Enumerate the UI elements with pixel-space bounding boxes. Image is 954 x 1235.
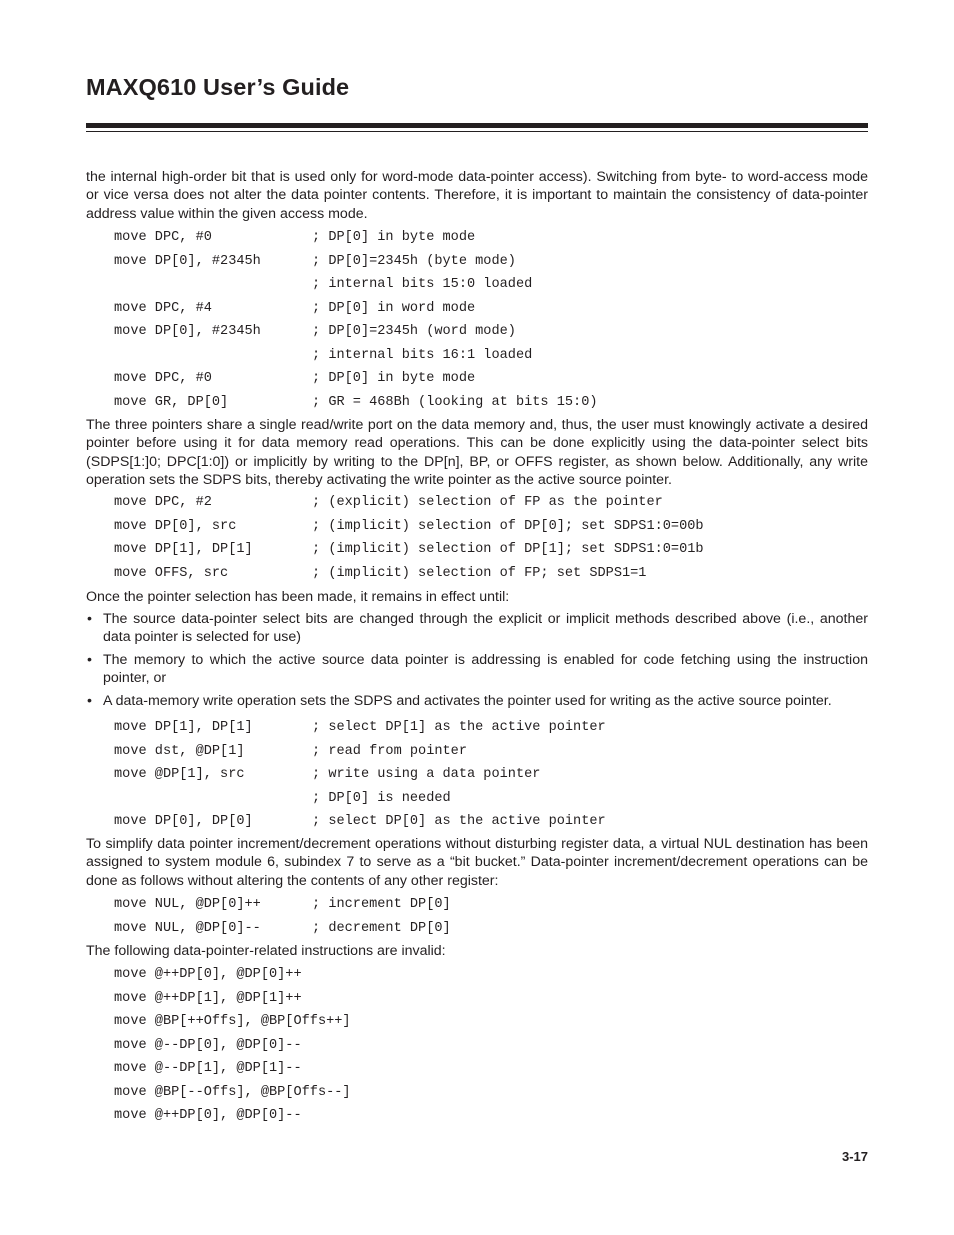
paragraph-selection-effect: Once the pointer selection has been made, it remains in effect until:: [86, 589, 510, 605]
code-instruction: move NUL, @DP[0]++: [114, 897, 261, 912]
code-line: move @++DP[1], @DP[1]++: [114, 990, 302, 1006]
code-line: [114, 344, 598, 368]
header-rule-thin: [86, 131, 868, 132]
code-block-byte-word-mode: [114, 226, 598, 414]
paragraph-pointer-selection: The three pointers share a single read/write port on the data memory and, thus, the user must knowingly activate a desired pointer before using it for data memory read operations. This can be done explicitly using the data-pointer select bits (SDPS[1:]0; DPC[1:0]) or implicitly by writing to the DP[n], BP, or OFFS register, as shown below. Additionally, any write operation sets the SDPS bits, thereby activating the write pointer as the active source pointer.: [86, 417, 868, 488]
code-comment: ; DP[0] in byte mode: [312, 371, 476, 386]
list-item: [86, 611, 868, 646]
bullet-icon: •: [87, 611, 92, 627]
code-line: [114, 538, 704, 562]
code-line: [114, 787, 606, 811]
code-instruction: move DPC, #0: [114, 230, 212, 245]
code-line: [114, 226, 598, 250]
code-instruction: move DP[1], DP[1]: [114, 542, 253, 557]
code-instruction: move DPC, #2: [114, 495, 212, 510]
code-comment: ; DP[0] in word mode: [312, 300, 476, 316]
code-line: [114, 562, 704, 586]
list-item-text: The source data-pointer select bits are changed through the explicit or implicit methods described above (i.e., another data pointer is selected for use): [103, 611, 868, 645]
code-comment: ; select DP[1] as the active pointer: [312, 720, 606, 735]
code-line: [114, 716, 606, 740]
code-comment: ; select DP[0] as the active pointer: [312, 814, 606, 829]
code-line: move @++DP[0], @DP[0]--: [114, 1108, 302, 1123]
code-line: [114, 320, 598, 344]
code-comment: ; internal bits 16:1 loaded: [312, 347, 533, 363]
code-instruction: move OFFS, src: [114, 565, 229, 581]
page-number: 3-17: [841, 1149, 868, 1164]
code-instruction: move DP[0], #2345h: [114, 253, 261, 269]
paragraph-access-mode: the internal high-order bit that is used only for word-mode data-pointer access). Switching from byte- to word-access mode or vice versa does not alter the data pointer contents. Therefore, it is important to maintain the consistency of data-pointer address value within the given access mode.: [86, 169, 868, 222]
code-comment: ; (implicit) selection of DP[1]; set SDPS1:0=01b: [312, 542, 704, 557]
list-item-text: A data-memory write operation sets the SDPS and activates the pointer used for writing as the active source pointer.: [103, 693, 832, 709]
header-rule-thick: [86, 123, 868, 128]
code-line: move @++DP[0], @DP[0]++: [114, 967, 302, 982]
code-comment: ; GR = 468Bh (looking at bits 15:0): [312, 394, 598, 410]
code-comment: ; DP[0]=2345h (byte mode): [312, 253, 516, 269]
code-comment: ; internal bits 15:0 loaded: [312, 277, 533, 292]
page-title: MAXQ610 User’s Guide: [86, 74, 350, 100]
code-comment: ; read from pointer: [312, 743, 467, 759]
code-instruction: move GR, DP[0]: [114, 394, 229, 410]
code-comment: ; (implicit) selection of DP[0]; set SDPS1:0=00b: [312, 518, 704, 534]
list-item: [86, 693, 868, 711]
code-line: [114, 893, 451, 917]
code-line: [114, 391, 598, 415]
code-instruction: move DPC, #4: [114, 300, 212, 316]
bullet-icon: •: [87, 693, 92, 709]
list-item-text: The memory to which the active source data pointer is addressing is enabled for code fetching using the instruction pointer, or: [103, 652, 868, 686]
code-line: [114, 810, 606, 834]
code-block-increment-decrement: [114, 893, 451, 940]
code-instruction: move NUL, @DP[0]--: [114, 920, 261, 936]
code-line: [114, 763, 606, 787]
list-item: [86, 652, 868, 687]
code-instruction: move DP[1], DP[1]: [114, 720, 253, 735]
code-instruction: move DP[0], #2345h: [114, 324, 261, 339]
code-line: [114, 515, 704, 539]
code-line: [114, 740, 606, 764]
code-block-invalid: [114, 963, 351, 1128]
code-comment: ; write using a data pointer: [312, 767, 541, 782]
code-line: [114, 491, 704, 515]
code-line: move @BP[--Offs], @BP[Offs--]: [114, 1084, 351, 1100]
code-line: move @--DP[1], @DP[1]--: [114, 1061, 302, 1076]
code-line: move @--DP[0], @DP[0]--: [114, 1037, 302, 1053]
code-line: move @BP[++Offs], @BP[Offs++]: [114, 1014, 351, 1029]
bullet-list: [86, 611, 868, 711]
code-line: [114, 367, 598, 391]
bullet-icon: •: [87, 652, 92, 668]
code-instruction: move DP[0], src: [114, 518, 237, 534]
code-comment: ; DP[0] in byte mode: [312, 230, 476, 245]
code-line: [114, 273, 598, 297]
code-instruction: move DP[0], DP[0]: [114, 814, 253, 829]
code-instruction: move DPC, #0: [114, 371, 212, 386]
code-comment: ; (explicit) selection of FP as the pointer: [312, 495, 663, 510]
paragraph-nul-destination: To simplify data pointer increment/decrement operations without disturbing register data, a virtual NUL destination has been assigned to system module 6, subindex 7 to serve as a “bit bucket.” Data-pointer increment/decrement operations can be done as follows without altering the contents of any other register:: [86, 836, 868, 889]
code-comment: ; (implicit) selection of FP; set SDPS1=1: [312, 565, 647, 581]
code-block-active-pointer: [114, 716, 606, 834]
code-comment: ; increment DP[0]: [312, 897, 451, 912]
code-comment: ; decrement DP[0]: [312, 920, 451, 936]
code-instruction: move dst, @DP[1]: [114, 743, 245, 759]
code-line: [114, 250, 598, 274]
code-instruction: move @DP[1], src: [114, 767, 245, 782]
code-comment: ; DP[0]=2345h (word mode): [312, 324, 516, 339]
code-comment: ; DP[0] is needed: [312, 790, 451, 806]
code-block-pointer-select: [114, 491, 704, 585]
code-line: [114, 917, 451, 941]
code-line: [114, 297, 598, 321]
paragraph-invalid-instructions: The following data-pointer-related instructions are invalid:: [86, 943, 446, 959]
